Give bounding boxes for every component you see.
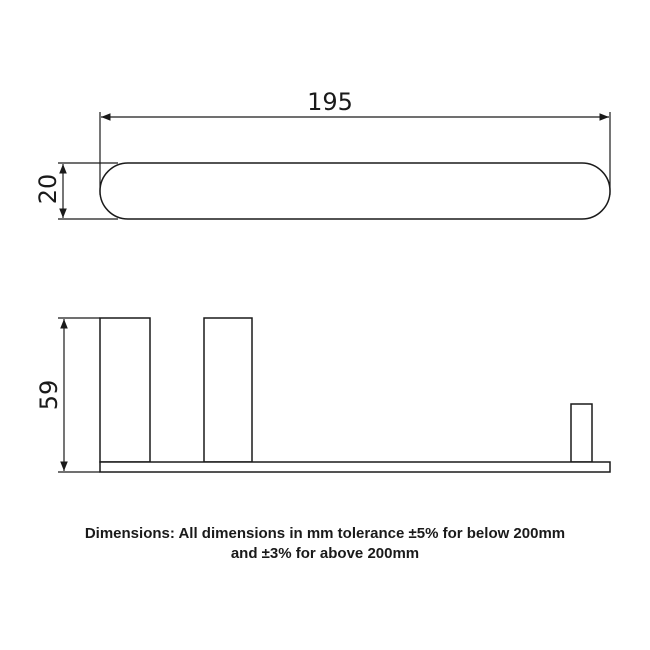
- end-stop: [571, 404, 592, 462]
- front-view: [35, 318, 610, 472]
- middle-post: [204, 318, 252, 462]
- left-post: [100, 318, 150, 462]
- tolerance-note: [0, 524, 650, 564]
- rail-front-view: [100, 462, 610, 472]
- tolerance-note-line-2: and ±3% for above 200mm: [230, 545, 420, 562]
- rail-top-view: [100, 163, 610, 219]
- height-label: 59: [35, 379, 63, 411]
- depth-label: 20: [34, 173, 62, 205]
- length-label: 195: [307, 88, 353, 116]
- tolerance-note-line-1: Dimensions: All dimensions in mm tolerance ±5% for below 200mm: [84, 525, 566, 542]
- top-view: [34, 88, 610, 219]
